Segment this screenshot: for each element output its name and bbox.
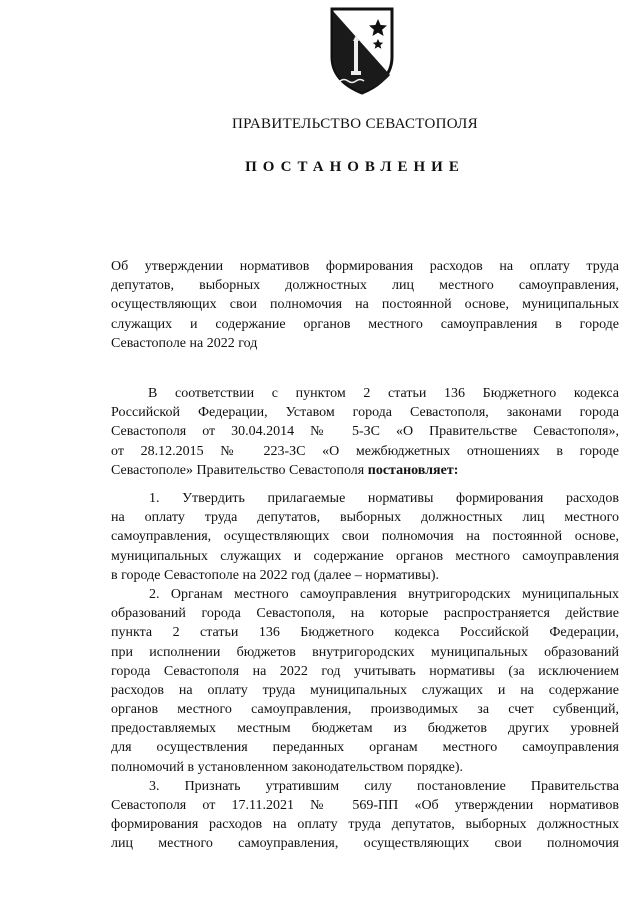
item-2-line: пункта 2 статьи 136 Бюджетного кодекса Российской Федерации, [111, 625, 619, 641]
decree-items [111, 489, 619, 854]
decree-verb: постановляет: [367, 462, 459, 478]
item-2-line: полномочий в установленном законодательством порядке). [111, 759, 463, 775]
item-1-line: самоуправления, осуществляющих свои полномочия на постоянной основе, [111, 529, 619, 545]
item-1-line: муниципальных служащих и содержание органов местного самоуправления [111, 548, 619, 564]
document-type-heading: ПОСТАНОВЛЕНИЕ [245, 159, 465, 175]
preamble-line: Севастополя от 30.04.2014 № 5-ЗС «О Правительстве Севастополя», [111, 424, 619, 440]
decree-subject [111, 257, 619, 353]
subject-line: депутатов, выборных должностных лиц местного самоуправления, [111, 278, 619, 294]
preamble-line: В соответствии с пунктом 2 статьи 136 Бюджетного кодекса [148, 386, 619, 401]
item-2-line: города Севастополя на 2022 год учитывать нормативы (за исключением [111, 663, 619, 679]
item-2-line: при исполнении бюджетов внутригородских муниципальных образований [111, 644, 619, 660]
item-1-line: на оплату труда депутатов, выборных должностных лиц местного [111, 510, 619, 526]
preamble-last-text: Севастополе» Правительство Севастополя [111, 462, 368, 478]
item-3-line: 3. Признать утратившим силу постановление Правительства [149, 778, 619, 794]
sevastopol-coat-of-arms-icon [326, 5, 398, 97]
item-2-line: расходов на оплату труда муниципальных служащих и на содержание [111, 682, 619, 698]
subject-line: служащих и содержание органов местного самоуправления в городе [111, 316, 619, 332]
preamble-last-line [111, 461, 619, 480]
subject-line: осуществляющих свои полномочия на постоянной основе, муниципальных [111, 297, 619, 313]
preamble-line: Российской Федерации, Уставом города Севастополя, законами города [111, 405, 619, 421]
item-1-line: в городе Севастополе на 2022 год (далее – нормативы). [111, 567, 439, 583]
item-3-line: Севастополя от 17.11.2021 № 569-ПП «Об утверждении нормативов [111, 798, 619, 813]
item-3-line: лиц местного самоуправления, осуществляющих свои полномочия [111, 836, 619, 852]
item-2-line: 2. Органам местного самоуправления внутригородских муниципальных [149, 586, 619, 602]
item-2-line: органов местного самоуправления, производимых за счет субвенций, [111, 702, 619, 718]
item-2-line: предоставляемых местным бюджетам из бюджетов других уровней [111, 721, 619, 737]
preamble-line: от 28.12.2015 № 223-ЗС «О межбюджетных отношениях в городе [111, 443, 619, 459]
item-2-line: для осуществления переданных органам местного самоуправления [111, 740, 619, 756]
subject-line: Севастополе на 2022 год [111, 335, 258, 351]
subject-line: Об утверждении нормативов формирования расходов на оплату труда [111, 259, 619, 274]
government-title: ПРАВИТЕЛЬСТВО СЕВАСТОПОЛЯ [232, 116, 478, 132]
item-1-line: 1. Утвердить прилагаемые нормативы формирования расходов [149, 491, 619, 506]
decree-preamble [111, 384, 619, 480]
item-2-line: образований города Севастополя, на которые распространяется действие [111, 606, 619, 622]
item-3-line: формирования расходов на оплату труда депутатов, выборных должностных [111, 817, 619, 833]
